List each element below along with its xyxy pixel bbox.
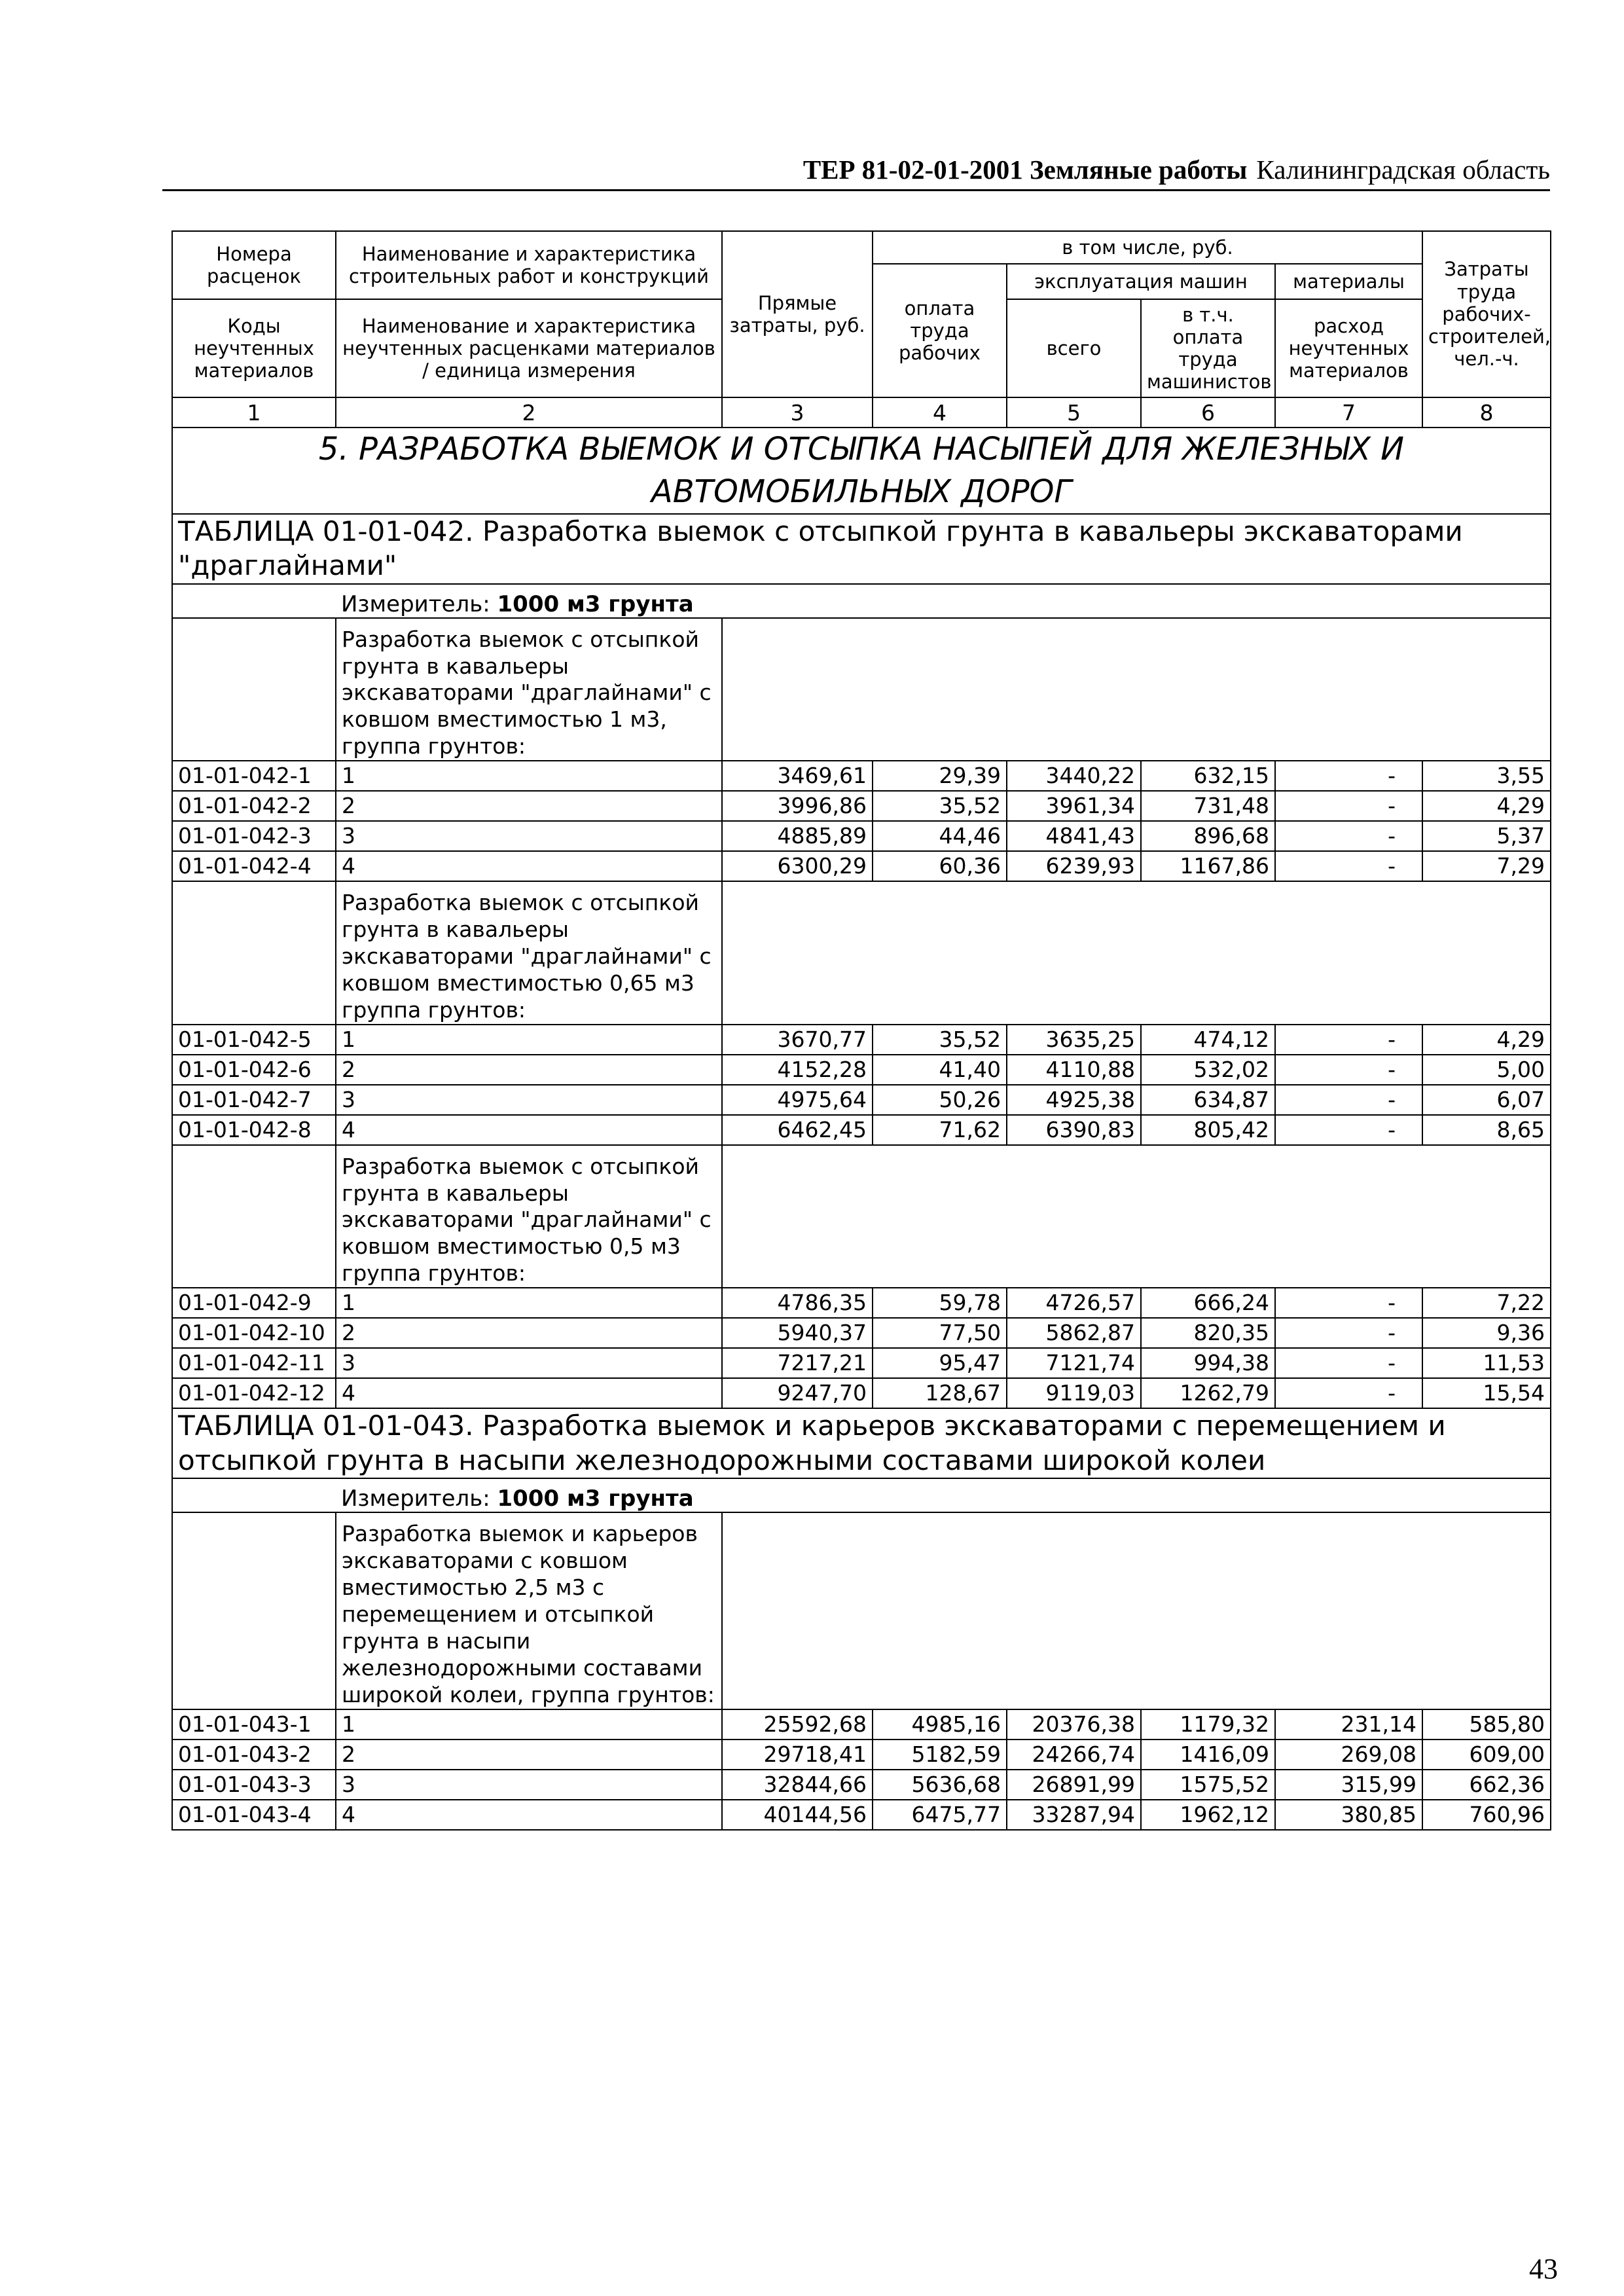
rate-code-cell: 01-01-043-2	[172, 1740, 336, 1770]
machinist-pay-cell: 1416,09	[1141, 1740, 1275, 1770]
rate-code-cell: 01-01-042-12	[172, 1378, 336, 1408]
direct-costs-cell: 3670,77	[722, 1025, 873, 1055]
material-consumption-cell: 231,14	[1275, 1709, 1422, 1740]
measure-unit	[336, 1478, 1551, 1512]
machines-total-cell: 33287,94	[1007, 1800, 1141, 1830]
direct-costs-cell: 3469,61	[722, 761, 873, 791]
column-numbers-row	[172, 397, 1551, 428]
machinist-pay-cell: 1167,86	[1141, 851, 1275, 881]
header-machinist-pay: в т.ч. оплата труда машинистов	[1141, 299, 1275, 397]
header-labor-pay: оплата труда рабочих	[873, 264, 1007, 397]
header-including: в том числе, руб.	[873, 231, 1422, 264]
group-description: Разработка выемок с отсыпкой грунта в кавальеры экскаваторами "драглайнами" с ковшом вместимостью 1 м3, группа грунтов:	[336, 618, 722, 761]
labor-hours-cell: 6,07	[1422, 1085, 1551, 1115]
rate-code-cell: 01-01-042-5	[172, 1025, 336, 1055]
machinist-pay-cell: 1262,79	[1141, 1378, 1275, 1408]
column-number: 1	[172, 397, 336, 428]
soil-group-cell: 1	[336, 1709, 722, 1740]
material-consumption-cell: -	[1275, 1348, 1422, 1378]
labor-hours-cell: 5,37	[1422, 821, 1551, 851]
soil-group-cell: 3	[336, 1348, 722, 1378]
header-material-codes: Коды неучтенных материалов	[172, 299, 336, 397]
direct-costs-cell: 4786,35	[722, 1288, 873, 1318]
labor-hours-cell: 609,00	[1422, 1740, 1551, 1770]
table-row	[172, 1800, 1551, 1830]
header-direct-costs: Прямые затраты, руб.	[722, 231, 873, 397]
column-number: 4	[873, 397, 1007, 428]
direct-costs-cell: 6300,29	[722, 851, 873, 881]
soil-group-cell: 2	[336, 1318, 722, 1348]
labor-hours-cell: 9,36	[1422, 1318, 1551, 1348]
direct-costs-cell: 4975,64	[722, 1085, 873, 1115]
table-row	[172, 1348, 1551, 1378]
rate-code-cell: 01-01-042-3	[172, 821, 336, 851]
machines-total-cell: 6390,83	[1007, 1115, 1141, 1145]
table-title: ТАБЛИЦА 01-01-043. Разработка выемок и карьеров экскаваторами с перемещением и отсыпкой грунта в насыпи железнодорожными составами широкой колеи	[172, 1408, 1551, 1478]
machinist-pay-cell: 474,12	[1141, 1025, 1275, 1055]
rate-code-cell: 01-01-043-1	[172, 1709, 336, 1740]
labor-hours-cell: 662,36	[1422, 1770, 1551, 1800]
column-number: 7	[1275, 397, 1422, 428]
group-blank	[722, 1145, 1551, 1288]
rate-code-cell: 01-01-043-3	[172, 1770, 336, 1800]
machines-total-cell: 3961,34	[1007, 791, 1141, 821]
group-description: Разработка выемок и карьеров экскаваторами с ковшом вместимостью 2,5 м3 с перемещением и отсыпкой грунта в насыпи железнодорожными составами широкой колеи, группа грунтов:	[336, 1512, 722, 1709]
machines-total-cell: 9119,03	[1007, 1378, 1141, 1408]
group-blank	[722, 881, 1551, 1025]
machines-total-cell: 20376,38	[1007, 1709, 1141, 1740]
column-number: 8	[1422, 397, 1551, 428]
labor-hours-cell: 7,29	[1422, 851, 1551, 881]
material-consumption-cell: -	[1275, 1055, 1422, 1085]
machinist-pay-cell: 1575,52	[1141, 1770, 1275, 1800]
labor-hours-cell: 11,53	[1422, 1348, 1551, 1378]
machines-total-cell: 3440,22	[1007, 761, 1141, 791]
soil-group-cell: 2	[336, 1740, 722, 1770]
rate-code-cell: 01-01-043-4	[172, 1800, 336, 1830]
material-consumption-cell: -	[1275, 1378, 1422, 1408]
material-consumption-cell: 315,99	[1275, 1770, 1422, 1800]
material-consumption-cell: -	[1275, 821, 1422, 851]
header-machines: эксплуатация машин	[1007, 264, 1275, 299]
direct-costs-cell: 40144,56	[722, 1800, 873, 1830]
machinist-pay-cell: 805,42	[1141, 1115, 1275, 1145]
table-row	[172, 791, 1551, 821]
labor-pay-cell: 4985,16	[873, 1709, 1007, 1740]
labor-hours-cell: 5,00	[1422, 1055, 1551, 1085]
material-consumption-cell: -	[1275, 761, 1422, 791]
machinist-pay-cell: 632,15	[1141, 761, 1275, 791]
labor-pay-cell: 60,36	[873, 851, 1007, 881]
group-description-row	[172, 881, 1551, 1025]
group-blank	[172, 881, 336, 1025]
rate-code-cell: 01-01-042-4	[172, 851, 336, 881]
direct-costs-cell: 6462,45	[722, 1115, 873, 1145]
labor-pay-cell: 59,78	[873, 1288, 1007, 1318]
header-material-name: Наименование и характеристика неучтенных расценками материалов / единица измерения	[336, 299, 722, 397]
material-consumption-cell: -	[1275, 1115, 1422, 1145]
machinist-pay-cell: 634,87	[1141, 1085, 1275, 1115]
group-description-row	[172, 618, 1551, 761]
machinist-pay-cell: 994,38	[1141, 1348, 1275, 1378]
labor-pay-cell: 29,39	[873, 761, 1007, 791]
labor-pay-cell: 5636,68	[873, 1770, 1007, 1800]
document-code: ТЕР 81-02-01-2001 Земляные работы	[803, 155, 1248, 185]
labor-hours-cell: 3,55	[1422, 761, 1551, 791]
labor-pay-cell: 50,26	[873, 1085, 1007, 1115]
machinist-pay-cell: 666,24	[1141, 1288, 1275, 1318]
labor-hours-cell: 760,96	[1422, 1800, 1551, 1830]
table-row	[172, 851, 1551, 881]
rate-code-cell: 01-01-042-6	[172, 1055, 336, 1085]
labor-pay-cell: 35,52	[873, 1025, 1007, 1055]
machines-total-cell: 3635,25	[1007, 1025, 1141, 1055]
machines-total-cell: 4841,43	[1007, 821, 1141, 851]
group-description: Разработка выемок с отсыпкой грунта в кавальеры экскаваторами "драглайнами" с ковшом вместимостью 0,65 м3 группа грунтов:	[336, 881, 722, 1025]
column-number: 5	[1007, 397, 1141, 428]
soil-group-cell: 2	[336, 1055, 722, 1085]
machines-total-cell: 7121,74	[1007, 1348, 1141, 1378]
soil-group-cell: 3	[336, 1770, 722, 1800]
direct-costs-cell: 3996,86	[722, 791, 873, 821]
header-machines-total: всего	[1007, 299, 1141, 397]
labor-hours-cell: 4,29	[1422, 1025, 1551, 1055]
direct-costs-cell: 29718,41	[722, 1740, 873, 1770]
group-blank	[172, 1512, 336, 1709]
table-row	[172, 1115, 1551, 1145]
soil-group-cell: 3	[336, 821, 722, 851]
header-labor-hours: Затраты труда рабочих-строителей, чел.-ч.	[1422, 231, 1551, 397]
labor-hours-cell: 4,29	[1422, 791, 1551, 821]
material-consumption-cell: 380,85	[1275, 1800, 1422, 1830]
machinist-pay-cell: 1962,12	[1141, 1800, 1275, 1830]
material-consumption-cell: -	[1275, 791, 1422, 821]
table-title: ТАБЛИЦА 01-01-042. Разработка выемок с отсыпкой грунта в кавальеры экскаваторами "драглайнами"	[172, 514, 1551, 584]
header-material-consumption: расход неучтенных материалов	[1275, 299, 1422, 397]
machines-total-cell: 26891,99	[1007, 1770, 1141, 1800]
soil-group-cell: 4	[336, 1115, 722, 1145]
table-row	[172, 1709, 1551, 1740]
group-blank	[722, 618, 1551, 761]
measure-spacer	[172, 1478, 336, 1512]
table-title-row	[172, 514, 1551, 584]
table-row	[172, 1055, 1551, 1085]
labor-pay-cell: 5182,59	[873, 1740, 1007, 1770]
soil-group-cell: 4	[336, 851, 722, 881]
measure-spacer	[172, 584, 336, 618]
table-row	[172, 1085, 1551, 1115]
table-row	[172, 1740, 1551, 1770]
direct-costs-cell: 4885,89	[722, 821, 873, 851]
machines-total-cell: 24266,74	[1007, 1740, 1141, 1770]
table-row	[172, 821, 1551, 851]
table-row	[172, 1318, 1551, 1348]
direct-costs-cell: 4152,28	[722, 1055, 873, 1085]
rates-table	[171, 230, 1551, 1831]
labor-pay-cell: 41,40	[873, 1055, 1007, 1085]
material-consumption-cell: -	[1275, 1288, 1422, 1318]
header-materials: материалы	[1275, 264, 1422, 299]
table-title-row	[172, 1408, 1551, 1478]
labor-pay-cell: 35,52	[873, 791, 1007, 821]
labor-pay-cell: 6475,77	[873, 1800, 1007, 1830]
table-row	[172, 1288, 1551, 1318]
group-description-row	[172, 1512, 1551, 1709]
material-consumption-cell: -	[1275, 1085, 1422, 1115]
labor-hours-cell: 15,54	[1422, 1378, 1551, 1408]
machines-total-cell: 5862,87	[1007, 1318, 1141, 1348]
group-blank	[172, 618, 336, 761]
soil-group-cell: 3	[336, 1085, 722, 1115]
region-name: Калининградская область	[1256, 155, 1550, 185]
table-row	[172, 761, 1551, 791]
measure-label: Измеритель:	[341, 591, 497, 617]
measure-value: 1000 м3 грунта	[497, 591, 694, 617]
column-number: 3	[722, 397, 873, 428]
labor-pay-cell: 128,67	[873, 1378, 1007, 1408]
machinist-pay-cell: 896,68	[1141, 821, 1275, 851]
machines-total-cell: 4110,88	[1007, 1055, 1141, 1085]
material-consumption-cell: 269,08	[1275, 1740, 1422, 1770]
group-blank	[722, 1512, 1551, 1709]
labor-hours-cell: 7,22	[1422, 1288, 1551, 1318]
column-number: 2	[336, 397, 722, 428]
machines-total-cell: 4925,38	[1007, 1085, 1141, 1115]
group-description-row	[172, 1145, 1551, 1288]
rate-code-cell: 01-01-042-2	[172, 791, 336, 821]
direct-costs-cell: 7217,21	[722, 1348, 873, 1378]
rate-code-cell: 01-01-042-1	[172, 761, 336, 791]
machinist-pay-cell: 1179,32	[1141, 1709, 1275, 1740]
soil-group-cell: 1	[336, 761, 722, 791]
machinist-pay-cell: 820,35	[1141, 1318, 1275, 1348]
group-blank	[172, 1145, 336, 1288]
rate-code-cell: 01-01-042-7	[172, 1085, 336, 1115]
measure-value: 1000 м3 грунта	[497, 1485, 694, 1512]
soil-group-cell: 1	[336, 1288, 722, 1318]
measure-row	[172, 584, 1551, 618]
soil-group-cell: 1	[336, 1025, 722, 1055]
measure-label: Измеритель:	[341, 1485, 497, 1512]
rate-code-cell: 01-01-042-8	[172, 1115, 336, 1145]
header-rate-numbers: Номера расценок	[172, 231, 336, 299]
header-work-name: Наименование и характеристика строительных работ и конструкций	[336, 231, 722, 299]
table-row	[172, 1025, 1551, 1055]
direct-costs-cell: 9247,70	[722, 1378, 873, 1408]
section-title: 5. РАЗРАБОТКА ВЫЕМОК И ОТСЫПКА НАСЫПЕЙ ДЛЯ ЖЕЛЕЗНЫХ И АВТОМОБИЛЬНЫХ ДОРОГ	[172, 428, 1551, 514]
machinist-pay-cell: 731,48	[1141, 791, 1275, 821]
soil-group-cell: 4	[336, 1378, 722, 1408]
soil-group-cell: 2	[336, 791, 722, 821]
measure-row	[172, 1478, 1551, 1512]
page-header	[162, 151, 1550, 191]
labor-pay-cell: 44,46	[873, 821, 1007, 851]
rate-code-cell: 01-01-042-11	[172, 1348, 336, 1378]
labor-hours-cell: 585,80	[1422, 1709, 1551, 1740]
material-consumption-cell: -	[1275, 1318, 1422, 1348]
group-description: Разработка выемок с отсыпкой грунта в кавальеры экскаваторами "драглайнами" с ковшом вместимостью 0,5 м3 группа грунтов:	[336, 1145, 722, 1288]
direct-costs-cell: 25592,68	[722, 1709, 873, 1740]
table-row	[172, 1770, 1551, 1800]
labor-pay-cell: 71,62	[873, 1115, 1007, 1145]
column-number: 6	[1141, 397, 1275, 428]
labor-hours-cell: 8,65	[1422, 1115, 1551, 1145]
section-title-row	[172, 428, 1551, 514]
direct-costs-cell: 5940,37	[722, 1318, 873, 1348]
table-row	[172, 1378, 1551, 1408]
page-number: 43	[1529, 2253, 1558, 2285]
machines-total-cell: 6239,93	[1007, 851, 1141, 881]
material-consumption-cell: -	[1275, 1025, 1422, 1055]
direct-costs-cell: 32844,66	[722, 1770, 873, 1800]
soil-group-cell: 4	[336, 1800, 722, 1830]
machinist-pay-cell: 532,02	[1141, 1055, 1275, 1085]
rate-code-cell: 01-01-042-10	[172, 1318, 336, 1348]
labor-pay-cell: 95,47	[873, 1348, 1007, 1378]
material-consumption-cell: -	[1275, 851, 1422, 881]
labor-pay-cell: 77,50	[873, 1318, 1007, 1348]
machines-total-cell: 4726,57	[1007, 1288, 1141, 1318]
measure-unit	[336, 584, 1551, 618]
rate-code-cell: 01-01-042-9	[172, 1288, 336, 1318]
